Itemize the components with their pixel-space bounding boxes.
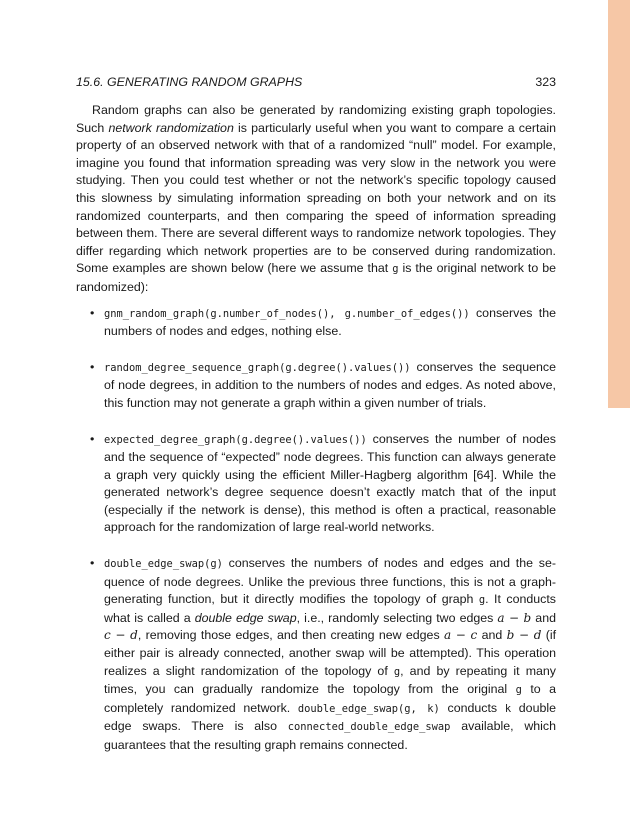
intro-text: is the original network to be randomized): [76, 261, 557, 294]
inline-code: double_edge_swap(g) [104, 558, 223, 571]
inline-code: g [392, 263, 399, 276]
inline-code: random_degree_sequence_graph(g.degree().values()) [104, 361, 411, 374]
bullet-emphasis: double edge swap [194, 610, 297, 625]
bullet-text: conducts [439, 700, 505, 715]
bullet-item-double-edge-swap [76, 555, 556, 755]
bullet-text: conserves the numbers of nodes and edges, nothing else. [104, 305, 556, 339]
inline-code: g [393, 665, 401, 678]
intro-text: is particularly useful when you want to compare a certain property of an observed network with that of a randomized “null” model. For example, imagine you found that information spreading was very slow in the network you were studying. Then you could test whether or not the network’s specific topology caused this slowness by simulating information spreading on both your network and on its randomized counterparts, and then comparing the speed of information spreading between them. There are several different ways to randomize network topologies. They differ regarding which network properties are to be conserved during randomization. Some examples are shown below (here we assume that [76, 120, 556, 276]
page-edge-tab [608, 0, 630, 408]
bullet-text: , i.e., randomly selecting two edges [296, 610, 498, 625]
inline-code: g [478, 594, 486, 607]
bullet-text: and [477, 628, 507, 643]
bullet-text: . It conducts what is called a [104, 592, 556, 625]
intro-text: Random graphs can also be generated by randomizing existing graph topologies. Such [76, 103, 556, 135]
inline-code: g [515, 684, 522, 697]
bullet-text: to a completely randomized network. [104, 682, 556, 715]
inline-code: expected_degree_graph(g.degree().values()) [104, 433, 367, 446]
math-expression: a − b [497, 610, 532, 625]
bullet-text: double edge swaps. There is also [104, 700, 556, 734]
math-expression: a − c [443, 628, 478, 643]
bullet-text: conserves the sequence of node degrees, in addition to the numbers of nodes and edges. As noted above, this function may not generate a graph within a given number of trials. [104, 359, 556, 410]
inline-code: gnm_random_graph(g.number_of_nodes(), g.number_of_edges()) [104, 307, 470, 320]
bullet-list [76, 305, 556, 755]
bullet-text: conserves the numbers of nodes and edges and the sequence of node degrees. Unlike the previous three functions, this is not a graph-generating function, but it directly modifies the topology of graph [104, 556, 556, 607]
intro-paragraph [76, 102, 556, 297]
intro-emphasis: network randomization [108, 120, 234, 135]
bullet-text: (if either pair is already connected, another swap will be attempted). This operation realizes a slight randomization of the topology of [104, 628, 557, 678]
bullet-text: conserves the number of nodes and the sequence of “expected” node degrees. This function can always generate a graph very quickly using the efficient Miller-Hagberg algorithm [64]. While the generated network’s degree sequence doesn’t exactly match that of the input (especially if the network is dense), this method is often a practical, reasonable approach for the randomization of large real-world networks. [104, 431, 556, 535]
bullet-item-expected-degree-graph [76, 431, 556, 538]
bullet-text: and [531, 610, 556, 625]
bullet-text: available, which guarantees that the resulting graph remains connected. [104, 719, 556, 752]
math-expression: c − d [104, 628, 138, 643]
inline-code: connected_double_edge_swap [287, 721, 451, 734]
bullet-text: , removing those edges, and then creating new edges [137, 628, 444, 643]
section-title: 15.6. GENERATING RANDOM GRAPHS [76, 75, 303, 89]
bullet-text: , and by repeating it many times, you can gradually randomize the topology from the original [104, 663, 556, 697]
page-body [76, 102, 556, 755]
page-number: 323 [535, 75, 556, 89]
inline-code: double_edge_swap(g, k) [297, 702, 440, 715]
running-header [76, 75, 556, 91]
bullet-item-random-degree-sequence-graph [76, 359, 556, 413]
inline-code: k [504, 702, 512, 715]
bullet-item-gnm-random-graph [76, 305, 556, 341]
math-expression: b − d [506, 628, 542, 643]
